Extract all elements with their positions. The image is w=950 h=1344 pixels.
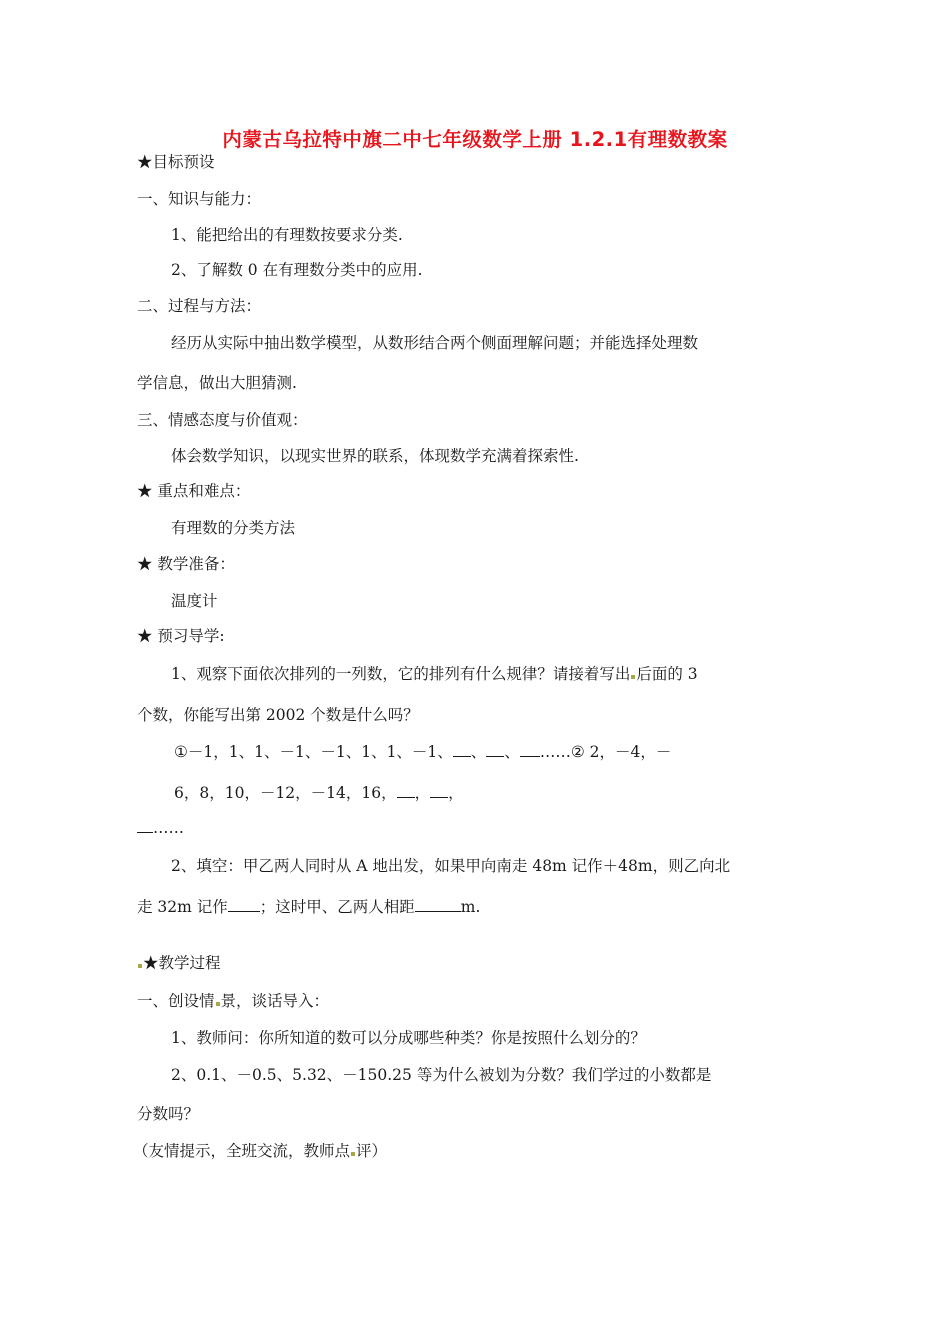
process-method-text-line-1: 经历从实际中抽出数学模型，从数形结合两个侧面理解问题；并能选择处理数: [171, 334, 699, 352]
sequence-line-3: ……: [137, 818, 184, 838]
question-1-text-b: 后面的 3: [636, 665, 698, 683]
question-1-line-2: 个数，你能写出第 2002 个数是什么吗？: [137, 706, 419, 724]
process-method-text-line-2: 学信息，做出大胆猜测.: [137, 374, 297, 392]
preview-heading: ★ 预习导学:: [137, 627, 225, 645]
blank-answer-2[interactable]: [415, 897, 461, 912]
page-title: 内蒙古乌拉特中旗二中七年级数学上册 1.2.1有理数教案: [222, 128, 728, 151]
create-situation-heading: 一、创设情 景，谈话导入：: [137, 992, 330, 1010]
process-method-heading: 二、过程与方法：: [137, 297, 262, 315]
knowledge-item-1: 1、能把给出的有理数按要求分类.: [171, 226, 403, 244]
friendly-tip: （友情提示，全班交流，教师点 评）: [133, 1142, 388, 1160]
question-1-text-a: 1、观察下面依次排列的一列数，它的排列有什么规律？请接着写出: [171, 665, 631, 683]
sequence-line-2: 6，8，10，－12，－14，16， ， ，: [174, 784, 464, 802]
create-item-2-line-1: 2、0.1、－0.5、5.32、－150.25 等为什么被划为分数？我们学过的小数都是: [171, 1066, 712, 1084]
section-goal-heading: ★目标预设: [137, 153, 215, 171]
create-item-2-line-2: 分数吗？: [137, 1105, 200, 1123]
key-points-text: 有理数的分类方法: [171, 519, 296, 537]
preparation-text: 温度计: [171, 592, 218, 610]
highlight-mark: [351, 1152, 355, 1156]
blank-answer-1[interactable]: [228, 897, 260, 912]
highlight-mark: [216, 1002, 220, 1006]
sequence-1-text: ①－1，1、1、－1、－1、1、1、－1、: [174, 743, 453, 761]
highlight-mark: [138, 964, 142, 968]
emotion-text: 体会数学知识，以现实世界的联系，体现数学充满着探索性.: [171, 447, 579, 465]
knowledge-item-2: 2、了解数 0 在有理数分类中的应用.: [171, 261, 423, 279]
blank-2[interactable]: [486, 742, 504, 757]
blank-3[interactable]: [520, 742, 540, 757]
preparation-heading: ★ 教学准备：: [137, 555, 235, 573]
sequence-line-1: ①－1，1、1、－1、－1、1、1、－1、 、 、 ……② 2，－4，－: [174, 743, 672, 761]
question-2-line-1: 2、填空：甲乙两人同时从 A 地出发，如果甲向南走 48m 记作＋48m，则乙向北: [171, 857, 731, 875]
sequence-2-start: ……② 2，－4，－: [539, 743, 672, 761]
key-points-heading: ★ 重点和难点：: [137, 482, 251, 500]
create-item-1: 1、教师问：你所知道的数可以分成哪些种类？你是按照什么划分的？: [171, 1029, 646, 1047]
blank-1[interactable]: [453, 742, 471, 757]
question-1-line-1: [171, 664, 698, 684]
highlight-mark: [631, 675, 635, 679]
sequence-2-text: 6，8，10，－12，－14，16，: [174, 784, 397, 802]
knowledge-heading: 一、知识与能力：: [137, 190, 262, 208]
blank-6[interactable]: [137, 818, 153, 833]
question-2-line-2: 走 32m 记作 ；这时甲、乙两人相距 m.: [137, 898, 481, 916]
emotion-heading: 三、情感态度与价值观：: [137, 411, 308, 429]
blank-4[interactable]: [397, 783, 415, 798]
teaching-process-heading: ★教学过程: [137, 953, 221, 973]
blank-5[interactable]: [430, 783, 448, 798]
